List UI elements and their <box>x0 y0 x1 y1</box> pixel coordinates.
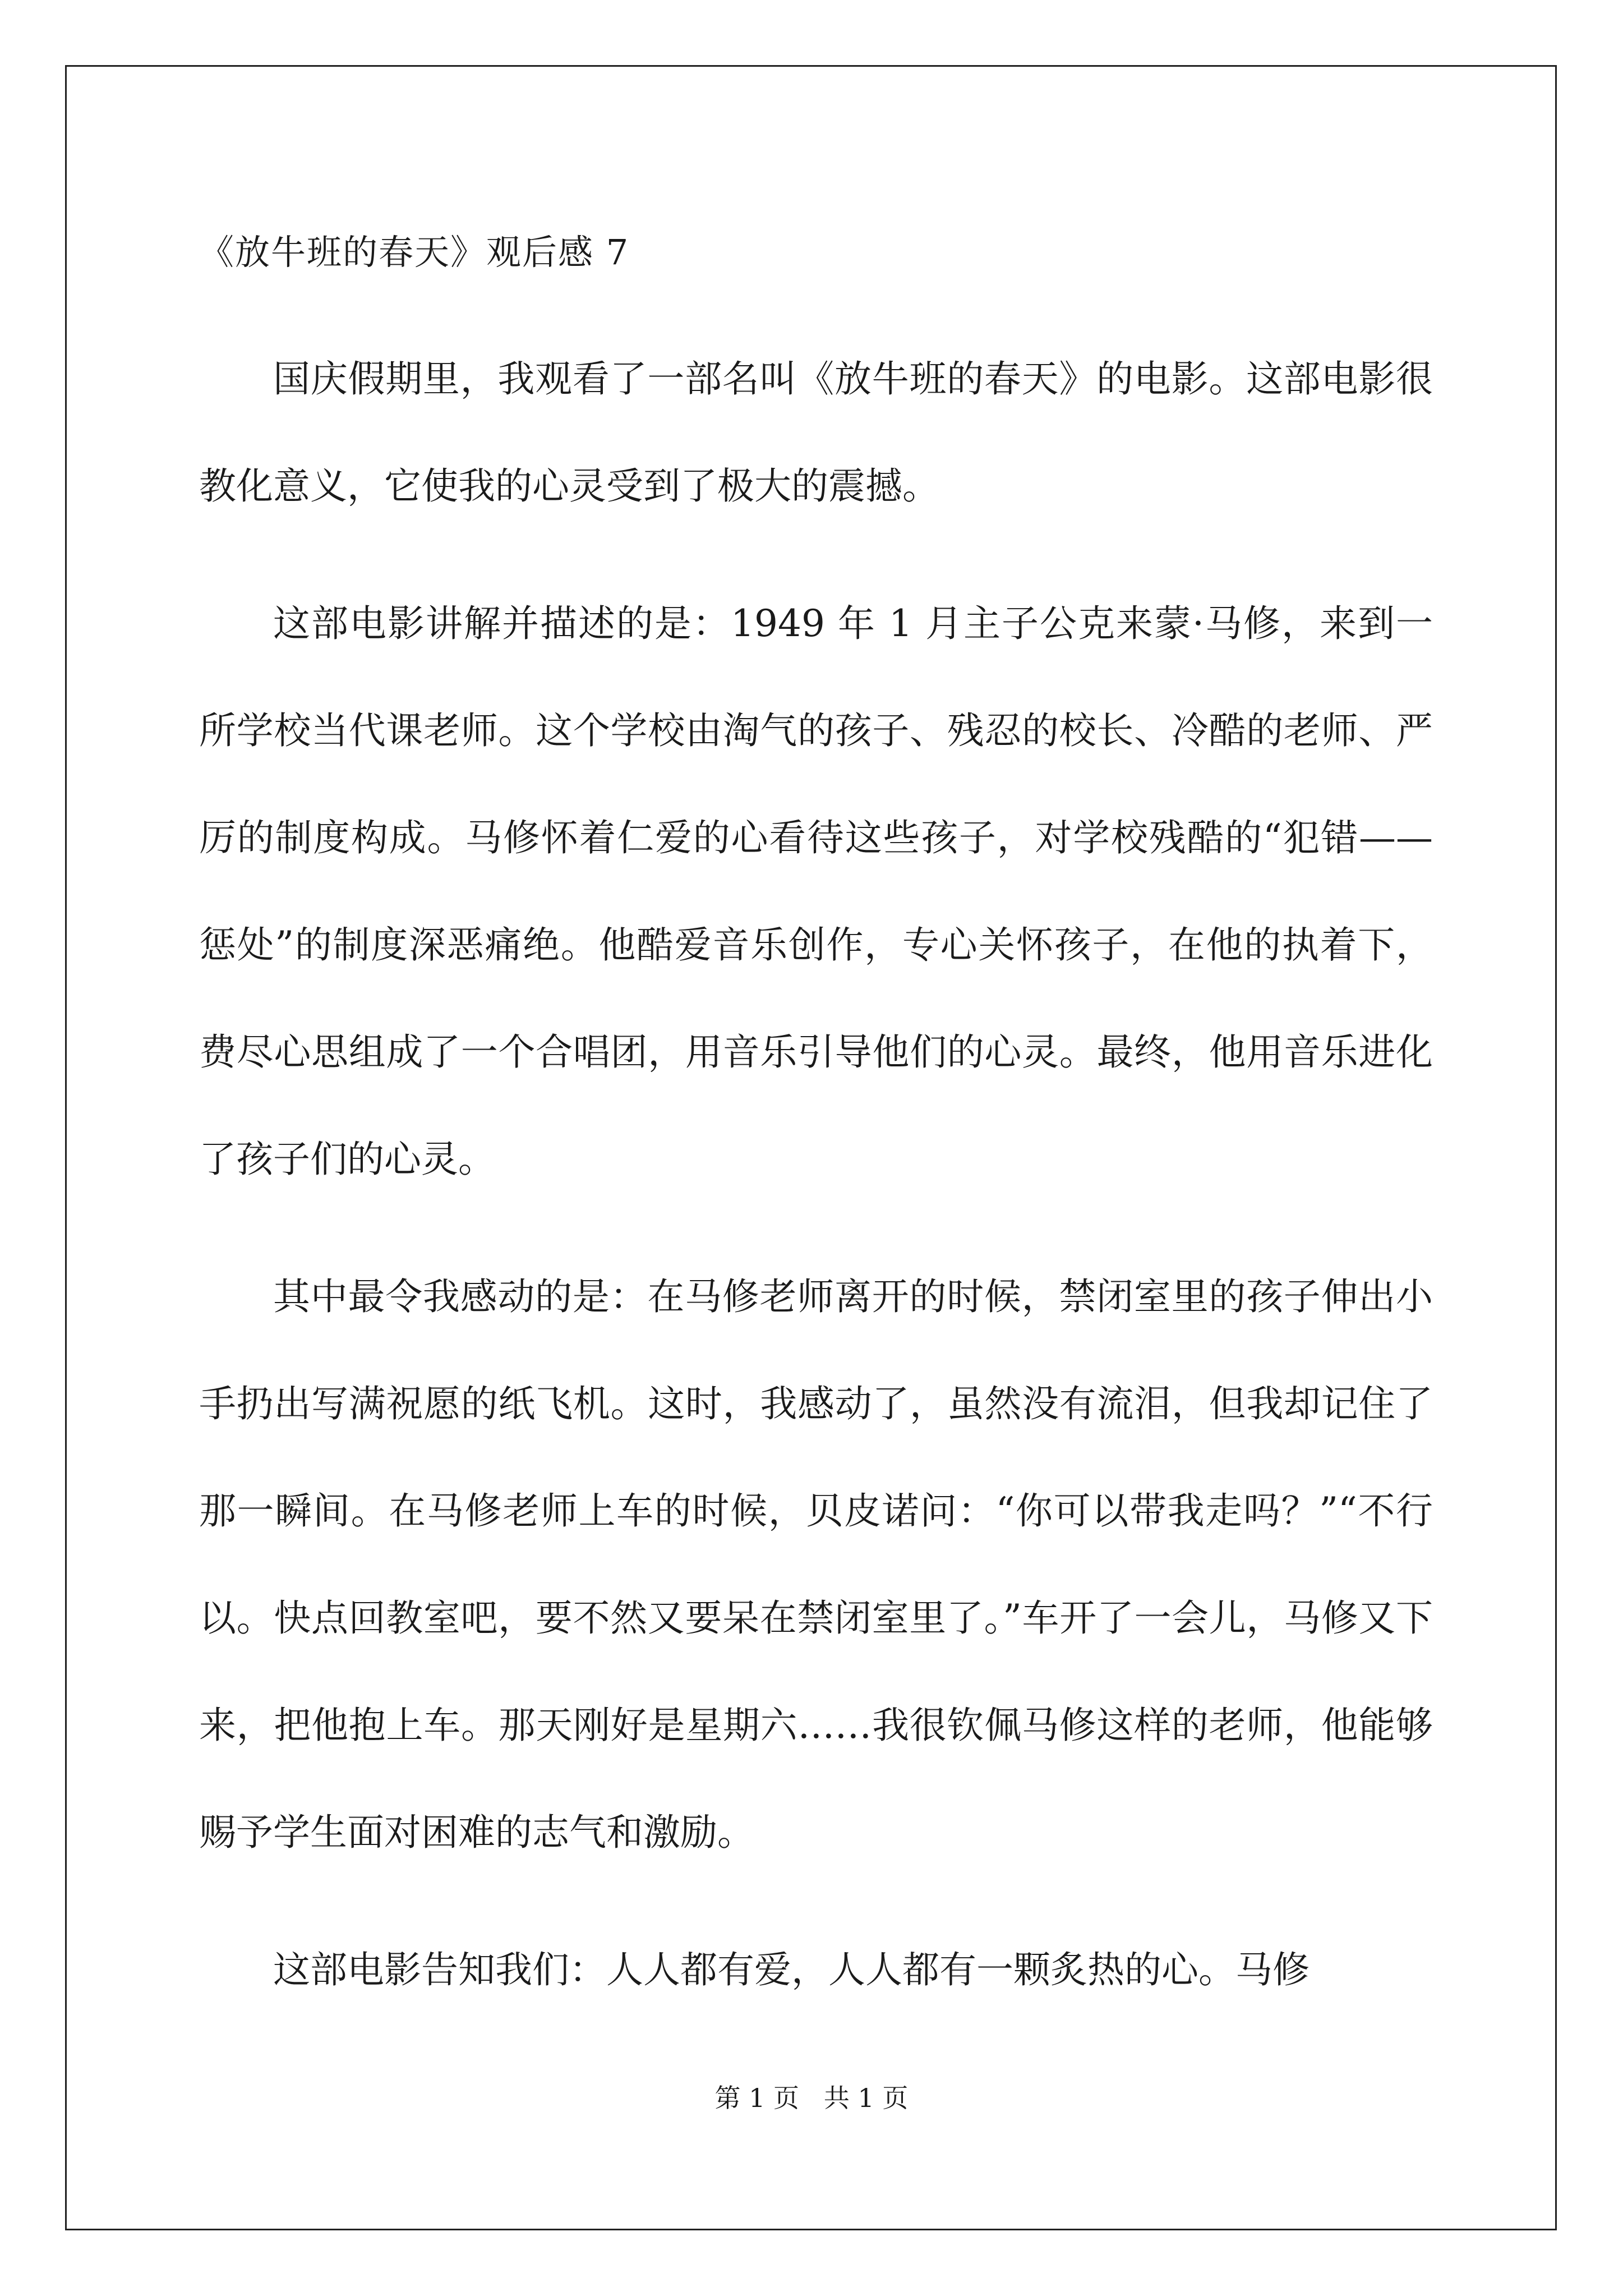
page-footer: 第 1 页 共 1 页 <box>714 2083 909 2113</box>
paragraph-4: 这部电影告知我们：人人都有爱，人人都有一颗炙热的心。马修 <box>273 1948 1310 1991</box>
paragraph-1: 国庆假期里，我观看了一部名叫《放牛班的春天》的电影。这部电影很教化意义，它使我的心灵受到了极大的震撼。 <box>199 357 1433 508</box>
paragraph-2: 这部电影讲解并描述的是：1949 年 1 月主子公克来蒙·马修，来到一所学校当代课老师。这个学校由淘气的孩子、残忍的校长、冷酷的老师、严厉的制度构成。马修怀着仁爱的心看待这些孩子，对学校残酷的“犯错——惩处”的制度深恶痛绝。他酷爱音乐创作，专心关怀孩子，在他的执着下，费尽心思组成了一个合唱团，用音乐引导他们的心灵。最终，他用音乐进化了孩子们的心灵。 <box>199 602 1433 1181</box>
paragraph-3: 其中最令我感动的是：在马修老师离开的时候，禁闭室里的孩子伸出小手扔出写满祝愿的纸飞机。这时，我感动了，虽然没有流泪，但我却记住了那一瞬间。在马修老师上车的时候，贝皮诺问：“你可以带我走吗？”“不行以。快点回教室吧，要不然又要呆在禁闭室里了。”车开了一会儿，马修又下来，把他抱上车。那天刚好是星期六……我很钦佩马修这样的老师，他能够赐予学生面对困难的志气和激励。 <box>199 1275 1433 1854</box>
document-title: 《放牛班的春天》观后感 7 <box>199 232 630 273</box>
document-body <box>199 222 1433 2054</box>
